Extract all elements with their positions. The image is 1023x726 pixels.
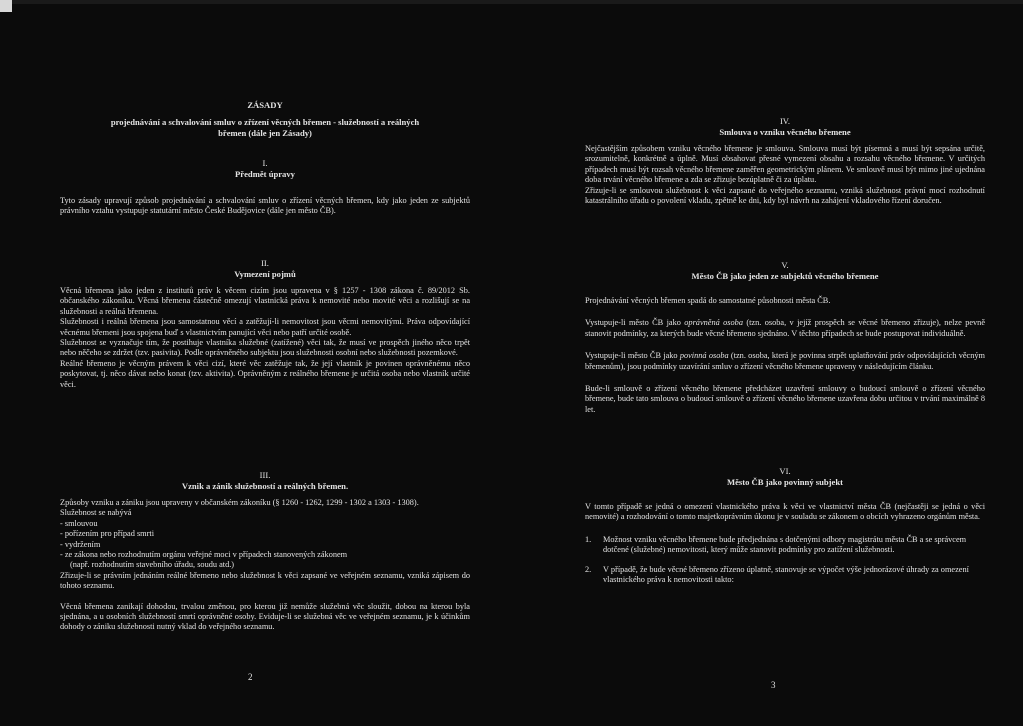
section-heading: Předmět úpravy xyxy=(235,169,295,179)
section-6 xyxy=(585,466,985,594)
paragraph: Nejčastějším způsobem vzniku věcného břemene je smlouva. Smlouva musí být písemná a musí být sepsána určitě, srozumitelně, konkrétně a úplně. Musí obsahovat přesné vymezení obsahu a rozsahu věcného břemene. V určitých případech musí být rozsah věcného břemene zaměřen geometrickým plánem. Ve smlouvě musí být mimo jiné ujednána doba trvání věcného břemene a zda se zřizuje bezúplatně či za úplatu. xyxy=(585,144,985,185)
page-number: 2 xyxy=(248,672,253,682)
section-1 xyxy=(60,158,470,217)
paragraph: Reálné břemeno je věcným právem k věci cizí, které věc zatěžuje tak, že její vlastník je povinen oprávněnému něco poskytovat, tj. něco dávat nebo konat (tzv. aktivita). Oprávněným z reálného břemene je určitá osoba nebo vlastník určité věci. xyxy=(60,358,470,389)
item-text: V případě, že bude věcné břemeno zřízeno úplatně, stanovuje se výpočet výše jednorázové úhrady za omezení vlastnického práva k nemovitosti takto: xyxy=(603,564,969,585)
list-item: - ze zákona nebo rozhodnutím orgánu veřejné moci v případech stanovených zákonem xyxy=(60,550,348,560)
paragraph: Služebnosti i reálná břemena jsou samostatnou věcí a zatěžují-li nemovitost jsou věcmi nemovitými. Práva odpovídající věcnému břemeni jsou spojena buď s vlastnictvím panující věci nebo patří určité osobě. xyxy=(60,317,470,337)
list-item: - vydržením xyxy=(60,539,101,549)
text: Vystupuje-li město ČB jako xyxy=(585,351,680,361)
text: (tzn. osoba, v jejíž prospěch se věcné břemeno zřizuje), nelze pevně stanovit podmínky, za kterých bude věcné břemeno sjednáno. V těchto případech se bude postupovat individuálně. xyxy=(585,318,986,338)
item-number: 1. xyxy=(585,534,592,544)
text: (tzn. osoba, která je povinna strpět uplatňování práv odpovídajících věcným břemenům), jsou podmínky uzavírání smluv o zřízení věcného břemene upraveny v následujícím článku. xyxy=(585,351,985,371)
text: Vystupuje-li město ČB jako xyxy=(585,318,685,328)
document-header xyxy=(60,100,470,139)
section-2 xyxy=(60,258,470,390)
section-number: II. xyxy=(261,258,269,268)
paragraph: Zřizuje-li se smlouvou služebnost k věci zapsané do veřejného seznamu, vzniká služebnost právní mocí rozhodnutí katastrálního úřadu o povolení vkladu, zpětně ke dni, kdy byl návrh na zahájení vkladového řízení doručen. xyxy=(585,185,985,206)
section-heading: Město ČB jako povinný subjekt xyxy=(726,477,844,487)
page-number: 3 xyxy=(771,680,776,690)
section-3 xyxy=(60,470,470,633)
scan-corner-mark xyxy=(0,0,12,12)
section-text: Tyto zásady upravují způsob projednávání a schvalování smluv o zřízení věcných břemen, kdy jako jeden ze subjektů právního vztahu vystupuje statutární město České Budějovice (dále jen město ČB). xyxy=(60,196,470,216)
list-item xyxy=(585,535,985,556)
list-intro: Služebnost se nabývá xyxy=(60,508,132,518)
list-item: (např. rozhodnutím stavebního úřadu, soudu atd.) xyxy=(70,560,235,570)
document-title: ZÁSADY xyxy=(247,100,283,110)
list-item: - pořízením pro případ smrti xyxy=(60,529,155,539)
section-4 xyxy=(585,116,985,206)
paragraph: Způsoby vzniku a zániku jsou upraveny v občanském zákoníku (§ 1260 - 1262, 1299 - 1302 a 1303 - 1308). xyxy=(60,498,419,507)
section-heading: Vymezení pojmů xyxy=(234,269,296,279)
section-heading: Město ČB jako jeden ze subjektů věcného břemene xyxy=(691,271,879,281)
acquisition-list xyxy=(60,508,470,570)
section-number: IV. xyxy=(779,116,791,126)
section-heading: Vznik a zánik služebností a reálných břemen. xyxy=(181,481,349,491)
paragraph: Služebnost se vyznačuje tím, že postihuje vlastníka služebné (zatížené) věci tak, že musí ve prospěch jiného něco trpět nebo něčeho se zdržet (tzv. pasivita). Podle oprávněného subjektu jsou služebnosti osobní nebo služebnosti pozemkové. xyxy=(60,338,470,358)
item-text: Možnost vzniku věcného břemene bude předjednána s dotčenými odbory magistrátu města ČB a se správcem dotčené (služebné) nemovitosti, který může stanovit podmínky pro zatížení služebnosti. xyxy=(603,534,967,555)
document-subtitle: projednávání a schvalování smluv o zřízení věcných břemen - služebností a reálných břemen (dále jen Zásady) xyxy=(110,117,420,138)
paragraph: Věcná břemena zanikají dohodou, trvalou změnou, pro kterou již nemůže služebná věc sloužit, dobou na kterou byla sjednána, a u osobních služebností smrtí oprávněné osoby. Eviduje-li se služebná věc ve veřejném seznamu, je k účinkům dohody o zániku služebnosti nutný vklad do veřejného seznamu. xyxy=(60,601,470,632)
paragraph: Zřizuje-li se právním jednáním reálné břemeno nebo služebnost k věci zapsané ve veřejném seznamu, vzniká zápisem do tohoto seznamu. xyxy=(60,570,470,591)
right-page xyxy=(585,0,985,726)
section-heading: Smlouva o vzniku věcného břemene xyxy=(719,127,851,137)
section-number: I. xyxy=(262,158,268,168)
list-item xyxy=(585,565,985,586)
conditions-list xyxy=(585,535,985,586)
left-page xyxy=(60,0,470,726)
emphasis: povinná osoba xyxy=(679,351,729,361)
paragraph xyxy=(585,318,985,339)
list-item: - smlouvou xyxy=(60,518,98,528)
paragraph: Projednávání věcných břemen spadá do samostatné působnosti města ČB. xyxy=(585,296,831,305)
emphasis: oprávněná osoba xyxy=(684,318,743,328)
section-number: III. xyxy=(259,470,271,480)
paragraph: Bude-li smlouvě o zřízení věcného břemene předcházet uzavření smlouvy o budoucí smlouvě o zřízení věcného břemene, bude tato smlouva o budoucí smlouvě o zřízení věcného břemene uzavřena dobu určitou v trvání maximálně 8 let. xyxy=(585,384,985,414)
section-5 xyxy=(585,260,985,415)
paragraph: Věcná břemena jako jeden z institutů práv k věcem cizím jsou upravena v § 1257 - 1308 zákona č. 89/2012 Sb. občanského zákoníku. Věcná břemena částečně omezují vlastnická práva k nemovité nebo movité věci a rozlišují se na služebnosti a reálná břemena. xyxy=(60,286,470,316)
paragraph: V tomto případě se jedná o omezení vlastnického práva k věci ve vlastnictví města ČB (nejčastěji se jedná o věci nemovité) a rozhodování o tomto majetkoprávním úkonu je v souladu se zákonem o obcích vyhrazeno orgánům města. xyxy=(585,502,985,522)
section-number: VI. xyxy=(779,466,791,476)
paragraph xyxy=(585,351,985,372)
item-number: 2. xyxy=(585,564,592,574)
section-number: V. xyxy=(781,260,789,270)
